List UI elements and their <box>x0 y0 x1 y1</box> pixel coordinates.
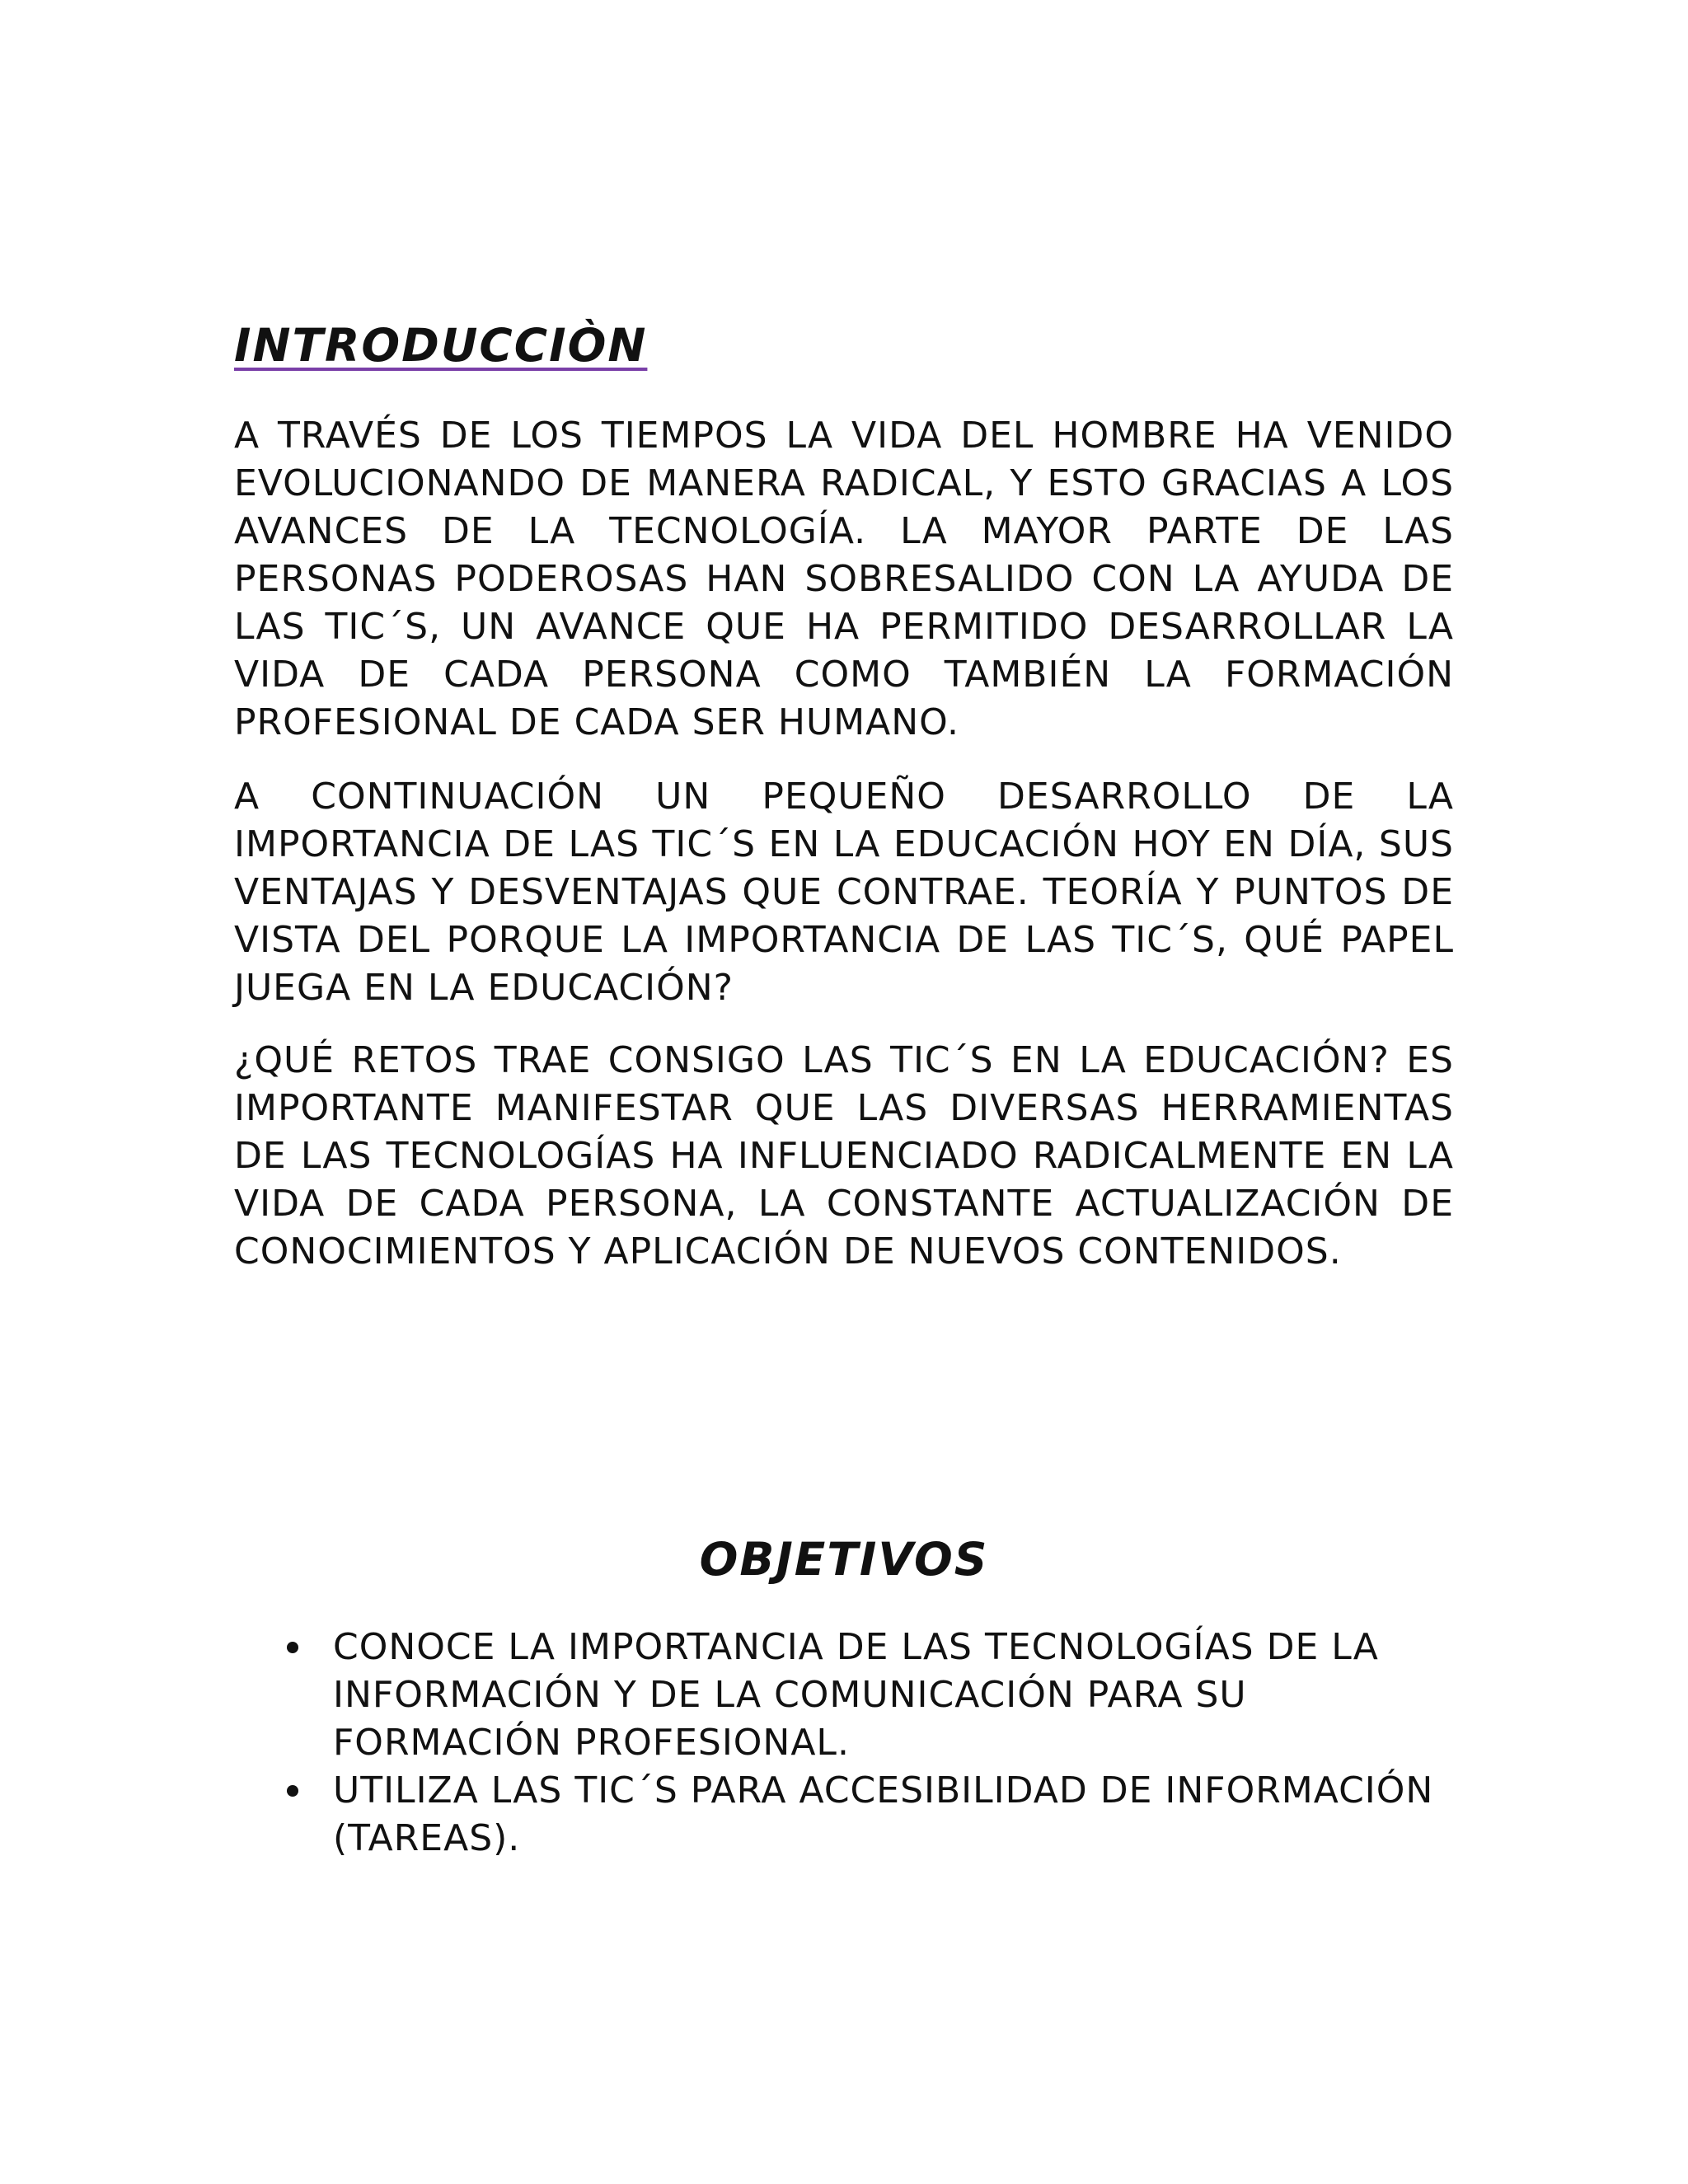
introduction-title: INTRODUCCIÒN <box>234 319 648 372</box>
introduction-paragraph-3: ¿QUÉ RETOS TRAE CONSIGO LAS TIC´S EN LA EDUCACIÓN? ES IMPORTANTE MANIFESTAR QUE LAS DIVERSAS HERRAMIENTAS DE LAS TECNOLOGÍAS HA INFLUENCIADO RADICALMENTE EN LA VIDA DE CADA PERSONA, LA CONSTANTE ACTUALIZACIÓN DE CONOCIMIENTOS Y APLICACIÓN DE NUEVOS CONTENIDOS. <box>234 1039 1454 1272</box>
objective-text: CONOCE LA IMPORTANCIA DE LAS TECNOLOGÍAS DE LA INFORMACIÓN Y DE LA COMUNICACIÓN PARA SU FORMACIÓN PROFESIONAL. <box>333 1626 1379 1764</box>
bullet-icon <box>287 1642 298 1653</box>
objective-item <box>284 1767 1437 1863</box>
objectives-list <box>284 1624 1437 1863</box>
introduction-paragraph-2: A CONTINUACIÓN UN PEQUEÑO DESARROLLO DE LA IMPORTANCIA DE LAS TIC´S EN LA EDUCACIÓN HOY EN DÍA, SUS VENTAJAS Y DESVENTAJAS QUE CONTRAE. TEORÍA Y PUNTOS DE VISTA DEL PORQUE LA IMPORTANCIA DE LAS TIC´S, QUÉ PAPEL JUEGA EN LA EDUCACIÓN? <box>234 776 1454 1009</box>
objective-item <box>284 1624 1437 1767</box>
objectives-title: OBJETIVOS <box>699 1533 989 1586</box>
bullet-icon <box>287 1785 298 1797</box>
introduction-paragraph-1: A TRAVÉS DE LOS TIEMPOS LA VIDA DEL HOMBRE HA VENIDO EVOLUCIONANDO DE MANERA RADICAL, Y ESTO GRACIAS A LOS AVANCES DE LA TECNOLOGÍA. LA MAYOR PARTE DE LAS PERSONAS PODEROSAS HAN SOBRESALIDO CON LA AYUDA DE LAS TIC´S, UN AVANCE QUE HA PERMITIDO DESARROLLAR LA VIDA DE CADA PERSONA COMO TAMBIÉN LA FORMACIÓN PROFESIONAL DE CADA SER HUMANO. <box>234 415 1454 743</box>
objective-text: UTILIZA LAS TIC´S PARA ACCESIBILIDAD DE INFORMACIÓN (TAREAS). <box>333 1769 1434 1859</box>
